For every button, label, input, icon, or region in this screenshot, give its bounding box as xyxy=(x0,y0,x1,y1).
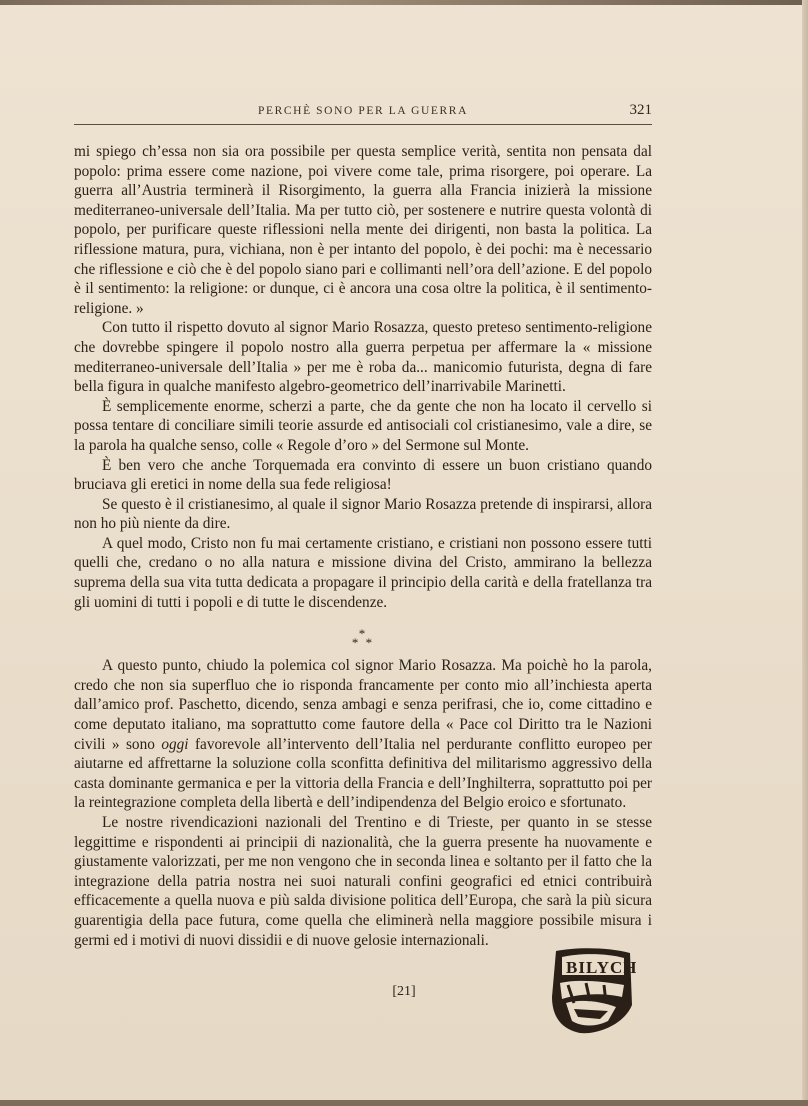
paragraph-text-before: A questo punto, chiudo la polemica col signor Mario Rosazza. Ma poichè ho la parola, credo che non sia superfluo che io risponda francamente per conto mio all’inchiesta aperta dall’amico prof. Paschetto, dicendo, senza ambagi e senza perifrasi, che io, come cittadino e come deputato italiano, ma soprattutto come fautore della « Pace col Diritto tra le Nazioni civili » sono xyxy=(74,657,652,753)
paragraph: Se questo è il cristianesimo, al quale il signor Mario Rosazza pretende di inspirarsi, allora non ho più niente da dire. xyxy=(74,495,652,533)
paragraph-text-after: favorevole all’intervento dell’Italia nel perdurante conflitto europeo per aiutarne ed affrettarne la soluzione colla sconfitta definitiva del militarismo aggressivo della casta dominante germanica e per la vittoria della Francia e dell’Inghilterra, soprattutto poi per la reintegrazione completa della libertà e dell’indipendenza del Belgio eroico e sfortunato. xyxy=(74,735,652,812)
right-page-edge xyxy=(802,0,808,1106)
bottom-edge-band xyxy=(0,1100,808,1106)
top-edge-band xyxy=(0,0,808,5)
emblem-graphic xyxy=(546,945,636,1037)
paragraph-text: Le nostre rivendicazioni nazionali del Trentino e di Trieste, per quanto in se stesse leggittime e rispondenti ai principii di nazionalità, che la guerra presente ha nuovamente e giustamente valorizzati, per me non vengono che in seconda linea e soltanto per il fatto che la integrazione della patria nostra nei suoi naturali confini geografici ed etnici contribuirà efficacemente a quella nuova e più salda divisione politica dell’Europa, che sarà la più sicura guarentigia della pace futura, come quella che eliminerà nella maggiore possibile misura i germi ed i motivi di nuovi dissidii e di nuove gelosie internazionali. xyxy=(74,814,652,949)
svg-text:BILYCH: BILYCH xyxy=(566,958,636,977)
paragraph: È ben vero che anche Torquemada era convinto di essere un buon cristiano quando bruciava gli eretici in nome della sua fede religiosa! xyxy=(74,456,652,494)
running-header xyxy=(74,102,652,125)
section-asterism: * * * xyxy=(351,626,375,651)
paragraph: Con tutto il rispetto dovuto al signor Mario Rosazza, questo preteso sentimento-religione che dovrebbe spingere il popolo nostro alla guerra perpetua per affermare la « missione mediterraneo-universale dell’Italia » per me è roba da... manicomio futurista, degna di fare bella figura in qualche manifesto algebro-geometrico dell’inarrivabile Marinetti. xyxy=(74,319,652,396)
signature-mark: [21] xyxy=(392,984,416,999)
paragraph xyxy=(74,656,652,813)
library-bookplate-emblem-icon xyxy=(546,945,636,1037)
body-text xyxy=(74,142,652,950)
paragraph: mi spiego ch’essa non sia ora possibile per questa semplice verità, sentita non pensata dal popolo: prima essere come nazione, poi vivere come tale, prima risorgere, poi operare. La guerra all’Austria terminerà il Risorgimento, la guerra alla Francia inizierà la missione mediterraneo-universale dell’Italia. Ma per tutto ciò, per sostenere e nutrire questa volontà di popolo, per purificare queste riflessioni nella mente dei dirigenti, non basta la politica. La riflessione matura, pura, vichiana, non è per intanto del popolo, è dei pochi: ma è necessario che riflessione e ciò che è del popolo siano pari e collimanti nell’ora dell’azione. E del popolo è il sentimento: la religione: or dunque, ci è ancora una cosa oltre la politica, è il sentimento-religione. » xyxy=(74,143,652,317)
running-title: PERCHÈ SONO PER LA GUERRA xyxy=(258,105,468,117)
paragraph xyxy=(74,813,652,950)
paragraph: È semplicemente enorme, scherzi a parte, che da gente che non ha locato il cervello si possa tentare di conciliare simili teorie assurde ed antisociali col cristianesimo, vale a dire, se la parola ha qualche senso, colle « Regole d’oro » del Sermone sul Monte. xyxy=(74,397,652,454)
page-number: 321 xyxy=(629,102,652,118)
emphasis-oggi: oggi xyxy=(161,735,189,753)
paragraph: A quel modo, Cristo non fu mai certamente cristiano, e cristiani non possono essere tutti quelli che, credano o no alla natura e missione divina del Cristo, ammirano la bellezza suprema della sua vita tutta dedicata a propagare il principio della carità e della fratellanza tra gli uomini di tutti i popoli e di tutte le discendenze. xyxy=(74,534,652,611)
